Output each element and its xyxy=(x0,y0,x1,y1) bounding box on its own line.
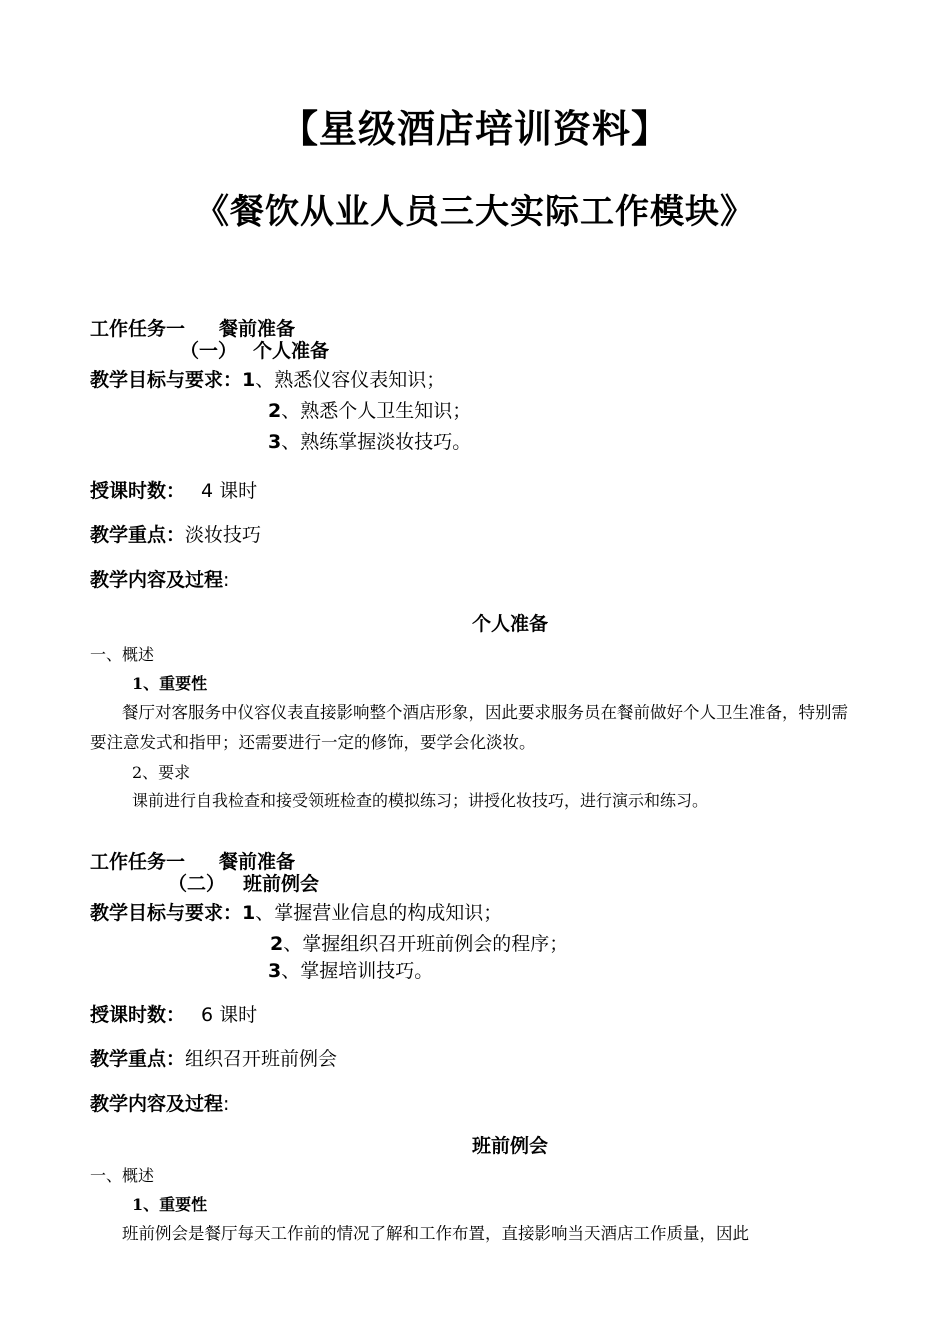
content-label: 教学内容及过程 xyxy=(90,1093,224,1115)
hours-line xyxy=(90,476,257,503)
document-subtitle: 《餐饮从业人员三大实际工作模块》 xyxy=(195,192,755,232)
content-line xyxy=(90,565,229,592)
hours-value: 6 课时 xyxy=(201,1004,258,1026)
goal-line-2 xyxy=(270,929,568,956)
goal-text: 、熟悉个人卫生知识； xyxy=(281,400,472,422)
goal-line-3 xyxy=(268,427,471,454)
requirements-paragraph: 课前进行自我检查和接受领班检查的模拟练习；讲授化妆技巧，进行演示和练习。 xyxy=(132,791,709,810)
focus-line xyxy=(90,1044,337,1071)
subtask-number: （二） xyxy=(168,873,226,895)
hours-label: 授课时数： xyxy=(90,1004,186,1026)
content-label: 教学内容及过程 xyxy=(90,569,224,591)
hours-line xyxy=(90,1000,257,1027)
importance-paragraph: 班前例会是餐厅每天工作前的情况了解和工作布置，直接影响当天酒店工作质量，因此 xyxy=(122,1224,749,1243)
focus-value: 淡妆技巧 xyxy=(185,524,262,546)
item-requirements: 2、要求 xyxy=(132,763,191,782)
task-label: 工作任务一 xyxy=(90,318,186,340)
goal-text: 、熟悉仪容仪表知识； xyxy=(255,369,446,391)
goal-text: 、熟练掌握淡妆技巧。 xyxy=(281,431,472,453)
goal-label: 教学目标与要求： xyxy=(90,902,243,924)
goal-number: 3 xyxy=(268,431,282,453)
goal-number: 3 xyxy=(268,960,282,982)
overview-label: 一、概述 xyxy=(90,645,155,664)
overview-label: 一、概述 xyxy=(90,1166,155,1185)
hours-label: 授课时数： xyxy=(90,480,186,502)
focus-label: 教学重点： xyxy=(90,524,186,546)
subtask-heading xyxy=(180,336,329,363)
goal-line-3 xyxy=(268,956,433,983)
goal-text: 、掌握培训技巧。 xyxy=(281,960,434,982)
importance-paragraph: 餐厅对客服务中仪容仪表直接影响整个酒店形象，因此要求服务员在餐前做好个人卫生准备，特别需要注意发式和指甲；还需要进行一定的修饰，要学会化淡妆。 xyxy=(90,703,848,752)
goal-line-2 xyxy=(268,396,471,423)
task-name: 餐前准备 xyxy=(219,318,296,340)
goal-number: 1 xyxy=(242,369,256,391)
subtask-number: （一） xyxy=(180,340,238,362)
content-line xyxy=(90,1089,229,1116)
item-importance: 1、重要性 xyxy=(132,1195,208,1214)
task-name: 餐前准备 xyxy=(219,851,296,873)
goal-text: 、掌握营业信息的构成知识； xyxy=(255,902,503,924)
goal-line-1 xyxy=(90,898,502,925)
item-importance: 1、重要性 xyxy=(132,674,208,693)
focus-label: 教学重点： xyxy=(90,1048,186,1070)
section-heading: 个人准备 xyxy=(471,613,548,635)
subtask-name: 班前例会 xyxy=(243,873,320,895)
subtask-name: 个人准备 xyxy=(253,340,330,362)
hours-value: 4 课时 xyxy=(201,480,258,502)
document-title: 【星级酒店培训资料】 xyxy=(279,107,670,151)
section-heading: 班前例会 xyxy=(471,1135,548,1157)
content-colon: : xyxy=(223,1093,230,1115)
content-colon: : xyxy=(223,569,230,591)
task-label: 工作任务一 xyxy=(90,851,186,873)
goal-label: 教学目标与要求： xyxy=(90,369,243,391)
goal-number: 1 xyxy=(242,902,256,924)
subtask-heading xyxy=(168,869,319,896)
focus-line xyxy=(90,520,261,547)
goal-line-1 xyxy=(90,365,445,392)
goal-text: 、掌握组织召开班前例会的程序； xyxy=(283,933,569,955)
focus-value: 组织召开班前例会 xyxy=(185,1048,338,1070)
goal-number: 2 xyxy=(270,933,284,955)
goal-number: 2 xyxy=(268,400,282,422)
